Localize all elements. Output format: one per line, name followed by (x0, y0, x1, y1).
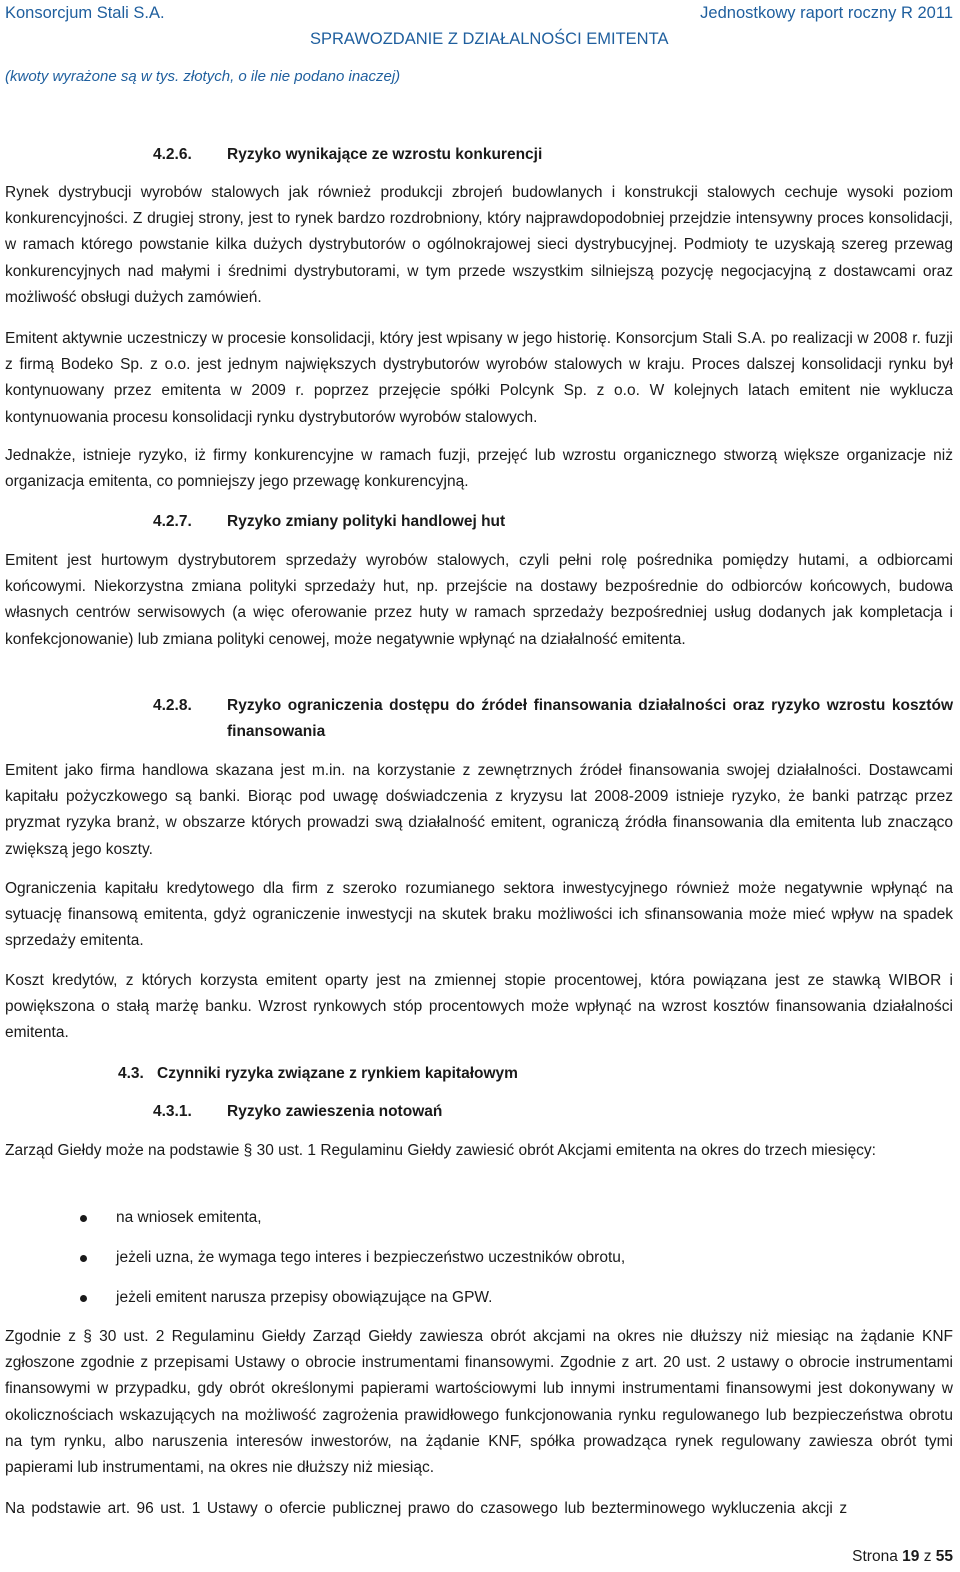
page-number: 19 (902, 1548, 920, 1565)
section-title: Czynniki ryzyka związane z rynkiem kapitałowym (157, 1065, 518, 1082)
section-title: Ryzyko ograniczenia dostępu do źródeł finansowania działalności oraz ryzyko wzrostu kosztów finansowania (227, 697, 953, 740)
bullet-icon (80, 1255, 87, 1262)
page-footer (852, 1548, 953, 1566)
paragraph: Rynek dystrybucji wyrobów stalowych jak również produkcji zbrojeń budowlanych i konstrukcji stalowych cechuje wysoki poziom konkurencyjności. Z drugiej strony, jest to rynek bardzo rozdrobniony, który najprawdopodobniej przejdzie intensywny proces konsolidacji, w ramach którego powstanie kilka dużych dystrybutorów o ogólnokrajowej sieci dystrybucyjnej. Podmioty te uzyskają szereg przewag konkurencyjnych nad małymi i średnimi dystrybutorami, w tym przede wszystkim silniejszą pozycję negocjacyjną z dostawcami oraz możliwość obsługi dużych zamówień. (5, 184, 953, 306)
units-note: (kwoty wyrażone są w tys. złotych, o ile nie podano inaczej) (5, 68, 401, 85)
section-heading-4-2-8 (153, 693, 953, 745)
header-report: Jednostkowy raport roczny R 2011 (700, 4, 953, 22)
footer-separator: z (923, 1548, 932, 1565)
section-number: 4.2.8. (153, 697, 192, 714)
paragraph: Emitent jest hurtowym dystrybutorem sprzedaży wyrobów stalowych, czyli pełni rolę pośrednika pomiędzy hutami, a odbiorcami końcowymi. Niekorzystna zmiana polityki sprzedaży hut, np. przejście na dostawy bezpośrednie do odbiorców końcowych, budowa własnych centrów serwisowych (a więc oferowanie przez huty w ramach sprzedaży bezpośredniej usług dodanych jak kompletacja i konfekcjonowanie) lub zmiana polityki cenowej, może negatywnie wpłynąć na działalność emitenta. (5, 552, 953, 648)
section-number: 4.3. (118, 1065, 144, 1082)
section-title: Ryzyko wynikające ze wzrostu konkurencji (227, 146, 543, 163)
paragraph: Koszt kredytów, z których korzysta emitent oparty jest na zmiennej stopie procentowej, która powiązana jest ze stawką WIBOR i powiększona o stałą marżę banku. Wzrost rynkowych stóp procentowych może wpłynąć na wzrost kosztów finansowania działalności emitenta. (5, 972, 953, 1042)
paragraph: Ograniczenia kapitału kredytowego dla firm z szeroko rozumianego sektora inwestycyjnego również może negatywnie wpłynąć na sytuację finansową emitenta, gdyż ograniczenie inwestycji na skutek braku możliwości ich sfinansowania może mieć wpływ na spadek sprzedaży emitenta. (5, 880, 953, 950)
bullet-icon (80, 1295, 87, 1302)
page-total: 55 (935, 1548, 953, 1565)
footer-prefix: Strona (852, 1548, 898, 1565)
bullet-icon (80, 1215, 87, 1222)
section-number: 4.2.6. (153, 146, 192, 163)
list-item-text: na wniosek emitenta, (116, 1209, 262, 1226)
header-company: Konsorcjum Stali S.A. (5, 4, 165, 22)
paragraph: Jednakże, istnieje ryzyko, iż firmy konkurencyjne w ramach fuzji, przejęć lub wzrostu organicznego stworzą większe organizacje niż organizacja emitenta, co pomniejszy jego przewagę konkurencyjną. (5, 447, 953, 491)
section-title: Ryzyko zawieszenia notowań (227, 1103, 443, 1120)
section-title: Ryzyko zmiany polityki handlowej hut (227, 513, 506, 530)
paragraph: Emitent jako firma handlowa skazana jest m.in. na korzystanie z zewnętrznych źródeł finansowania swojej działalności. Dostawcami kapitału pożyczkowego są banki. Biorąc pod uwagę doświadczenia z kryzysu lat 2008-2009 istnieje ryzyko, że banki patrząc przez pryzmat ryzyka branż, w obszarze których prowadzi swą działalność emitent, ograniczą źródła finansowania dla emitenta lub znacząco zwiększą jego koszty. (5, 762, 953, 858)
list-item-text: jeżeli emitent narusza przepisy obowiązujące na GPW. (116, 1289, 493, 1306)
list-item-text: jeżeli uzna, że wymaga tego interes i bezpieczeństwo uczestników obrotu, (116, 1249, 626, 1266)
header-section: SPRAWOZDANIE Z DZIAŁALNOŚCI EMITENTA (310, 30, 669, 48)
section-number: 4.2.7. (153, 513, 192, 530)
paragraph: Na podstawie art. 96 ust. 1 Ustawy o ofercie publicznej prawo do czasowego lub bezterminowego wykluczenia akcji z (5, 1500, 848, 1517)
paragraph: Zarząd Giełdy może na podstawie § 30 ust. 1 Regulaminu Giełdy zawiesić obrót Akcjami emitenta na okres do trzech miesięcy: (5, 1142, 876, 1159)
section-number: 4.3.1. (153, 1103, 192, 1120)
paragraph: Emitent aktywnie uczestniczy w procesie konsolidacji, który jest wpisany w jego historię. Konsorcjum Stali S.A. po realizacji w 2008 r. fuzji z firmą Bodeko Sp. z o.o. jest jednym największych dystrybutorów wyrobów stalowych w kraju. Proces dalszej konsolidacji rynku był kontynuowany przez emitenta w 2009 r. poprzez przejęcie spółki Polcynk Sp. z o.o. W kolejnych latach emitent nie wyklucza kontynuowania procesu konsolidacji rynku dystrybutorów wyrobów stalowych. (5, 330, 953, 426)
paragraph: Zgodnie z § 30 ust. 2 Regulaminu Giełdy Zarząd Giełdy zawiesza obrót akcjami na okres nie dłuższy niż miesiąc na żądanie KNF zgłoszone zgodnie z przepisami Ustawy o obrocie instrumentami finansowymi. Zgodnie z art. 20 ust. 2 ustawy o obrocie instrumentami finansowymi w przypadku, gdy obrót określonymi papierami wartościowymi lub innymi instrumentami finansowymi jest dokonywany w okolicznościach wskazujących na możliwość zagrożenia prawidłowego funkcjonowania rynku regulowanego lub bezpieczeństwa obrotu na tym rynku, albo naruszenia interesów inwestorów, na żądanie KNF, spółka prowadząca rynek regulowany zawiesza obrót tymi papierami lub instrumentami, na okres nie dłuższy niż miesiąc. (5, 1328, 953, 1477)
